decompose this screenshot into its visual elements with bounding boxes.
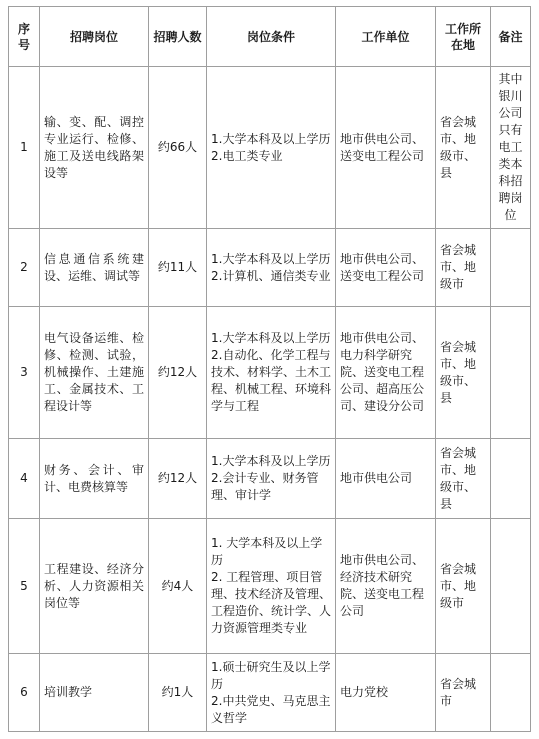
row-location: 省会城市 (436, 654, 491, 732)
condition-line: 2. 工程管理、项目管理、技术经济及管理、工程造价、统计学、人力资源管理类专业 (211, 570, 332, 635)
row-unit: 地市供电公司 (336, 439, 436, 519)
row-conditions (207, 307, 336, 439)
table-row (9, 439, 531, 519)
recruitment-table (8, 6, 531, 732)
row-unit: 电力党校 (336, 654, 436, 732)
condition-line: 2.中共党史、马克思主义哲学 (211, 693, 331, 725)
row-count: 约1人 (149, 654, 207, 732)
condition-line: 1.大学本科及以上学历 (211, 331, 331, 345)
table-row (9, 307, 531, 439)
header-position: 招聘岗位 (40, 7, 149, 67)
header-remark: 备注 (491, 7, 531, 67)
row-unit: 地市供电公司、电力科学研究院、送变电工程公司、超高压公司、建设分公司 (336, 307, 436, 439)
row-location: 省会城市、地级市 (436, 229, 491, 307)
row-location: 省会城市、地级市、县 (436, 67, 491, 229)
row-no: 6 (9, 654, 40, 732)
row-count: 约12人 (149, 307, 207, 439)
row-position: 工程建设、经济分析、人力资源相关岗位等 (40, 519, 149, 654)
row-conditions (207, 519, 336, 654)
header-row (9, 7, 531, 67)
table-row (9, 229, 531, 307)
row-no: 5 (9, 519, 40, 654)
condition-line: 1. 大学本科及以上学历 (211, 536, 323, 567)
row-remark (491, 439, 531, 519)
row-position: 财务、会计、审计、电费核算等 (40, 439, 149, 519)
header-unit: 工作单位 (336, 7, 436, 67)
row-unit: 地市供电公司、送变电工程公司 (336, 67, 436, 229)
row-conditions (207, 654, 336, 732)
row-conditions (207, 229, 336, 307)
condition-line: 2.计算机、通信类专业 (211, 268, 331, 283)
row-remark (491, 654, 531, 732)
row-no: 1 (9, 67, 40, 229)
row-location: 省会城市、地级市、县 (436, 439, 491, 519)
row-remark: 其中银川公司只有电工类本科招聘岗位 (491, 67, 531, 229)
row-conditions (207, 439, 336, 519)
header-no: 序号 (9, 7, 40, 67)
row-remark (491, 229, 531, 307)
condition-line: 1.硕士研究生及以上学历 (211, 659, 331, 691)
row-position: 培训教学 (40, 654, 149, 732)
header-location: 工作所在地 (436, 7, 491, 67)
row-position: 信息通信系统建设、运维、调试等 (40, 229, 149, 307)
table-row (9, 67, 531, 229)
row-no: 3 (9, 307, 40, 439)
condition-line: 2.会计专业、财务管理、审计学 (211, 471, 319, 502)
table-row (9, 519, 531, 654)
header-count: 招聘人数 (149, 7, 207, 67)
row-remark (491, 307, 531, 439)
row-count: 约11人 (149, 229, 207, 307)
row-no: 2 (9, 229, 40, 307)
row-position: 电气设备运维、检修、检测、试验，机械操作、土建施工、金属技术、工程设计等 (40, 307, 149, 439)
table-row (9, 654, 531, 732)
row-unit: 地市供电公司、经济技术研究院、送变电工程公司 (336, 519, 436, 654)
condition-line: 2.自动化、化学工程与技术、材料学、土木工程、机械工程、环境科学与工程 (211, 348, 332, 413)
condition-line: 1.大学本科及以上学历 (211, 454, 331, 468)
row-count: 约66人 (149, 67, 207, 229)
condition-line: 2.电工类专业 (211, 148, 283, 163)
row-location: 省会城市、地级市、县 (436, 307, 491, 439)
condition-line: 1.大学本科及以上学历 (211, 131, 331, 146)
row-count: 约4人 (149, 519, 207, 654)
row-conditions (207, 67, 336, 229)
recruitment-table-container (8, 6, 531, 732)
row-unit: 地市供电公司、送变电工程公司 (336, 229, 436, 307)
condition-line: 1.大学本科及以上学历 (211, 251, 331, 266)
row-position: 输、变、配、调控专业运行、检修、施工及送电线路架设等 (40, 67, 149, 229)
row-remark (491, 519, 531, 654)
header-conditions: 岗位条件 (207, 7, 336, 67)
row-count: 约12人 (149, 439, 207, 519)
row-no: 4 (9, 439, 40, 519)
row-location: 省会城市、地级市 (436, 519, 491, 654)
